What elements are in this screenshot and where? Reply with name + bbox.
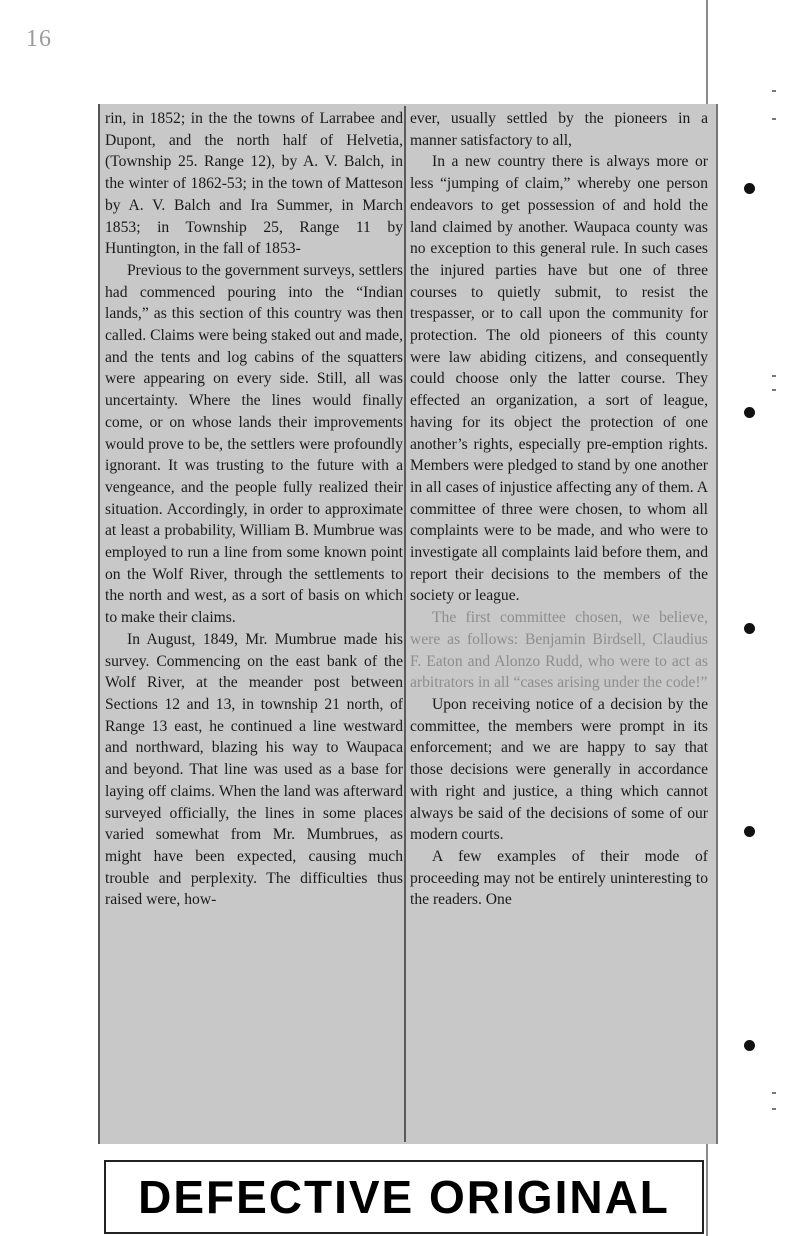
paragraph: A few examples of their mode of proceeding may not be entirely uninteresting to the readers. One — [410, 847, 708, 909]
page-number: 16 — [26, 26, 52, 52]
binding-hole — [744, 183, 755, 194]
stamp-text: DEFECTIVE ORIGINAL — [138, 1171, 670, 1223]
edge-mark — [772, 90, 776, 92]
paragraph: In a new country there is always more or less “jumping of claim,” whereby one person endeavors to get possession of and hold the land claimed by another. Waupaca county was no exception to this general rule. In such cases the injured parties have but one of three courses to quietly submit, to resist the trespasser, or to call upon the community for protection. The old pioneers of this county were law abiding citizens, and consequently could choose only the latter course. They effected an organization, a sort of league, having for its object the protection of one another’s rights, especially pre-emption rights. Members were pledged to stand by one another in all cases of injustice affecting any of them. A committee of three were chosen, to whom all complaints were to be made, and who were to investigate all complaints laid before them, and report their decisions to the members of the society or league. — [410, 153, 708, 605]
binding-hole — [744, 1040, 755, 1051]
edge-mark — [772, 375, 776, 377]
edge-mark — [772, 118, 776, 120]
paragraph: Upon receiving notice of a decision by the committee, the members were prompt in its enforcement; and we are happy to say that those decisions were generally in accordance with right and justice, a thing which cannot always be said of the decisions of some of our modern courts. — [410, 695, 708, 844]
paragraph: The first committee chosen, we believe, were as follows: Benjamin Birdsell, Claudius F. Eaton and Alonzo Rudd, who were to act as arbitrators in all “cases arising under the code!” — [410, 609, 708, 692]
edge-mark — [772, 1108, 776, 1110]
edge-mark — [772, 389, 776, 391]
edge-mark — [772, 1092, 776, 1094]
left-column — [105, 108, 403, 911]
defective-original-stamp — [104, 1160, 704, 1234]
right-column — [410, 108, 708, 911]
paragraph: In August, 1849, Mr. Mumbrue made his survey. Commencing on the east bank of the Wolf River, at the meander post between Sections 12 and 13, in township 21 north, of Range 13 east, he continued a line westward and northward, blazing his way to Waupaca and beyond. That line was used as a base for laying off claims. When the land was afterward surveyed officially, the lines in some places varied somewhat from Mr. Mumbrues, as might have been expected, causing much trouble and perplexity. The difficulties thus raised were, how- — [105, 630, 403, 909]
binding-hole — [744, 407, 755, 418]
binding-hole — [744, 623, 755, 634]
paragraph: ever, usually settled by the pioneers in a manner satisfactory to all, — [410, 110, 708, 149]
column-divider — [404, 106, 406, 1142]
paragraph: Previous to the government surveys, settlers had commenced pouring into the “Indian lands,” as this section of this country was then called. Claims were being staked out and made, and the tents and log cabins of the squatters were appearing on every side. Still, all was uncertainty. Where the lines would finally come, or on whose lands their improvements would prove to be, the settlers were profoundly ignorant. It was trusting to the future with a vengeance, and the people fully realized their situation. Accordingly, in order to approximate at least a probability, William B. Mumbrue was employed to run a line from some known point on the Wolf River, through the settlements to the north and west, as a sort of basis on which to make their claims. — [105, 261, 403, 627]
paragraph: rin, in 1852; in the the towns of Larrabee and Dupont, and the north half of Helvetia, (Township 25. Range 12), by A. V. Balch, in the winter of 1862-53; in the town of Matteson by A. V. Balch and Ira Summer, in March 1853; in Township 25, Range 11 by Huntington, in the fall of 1853- — [105, 110, 403, 258]
binding-hole — [744, 826, 755, 837]
